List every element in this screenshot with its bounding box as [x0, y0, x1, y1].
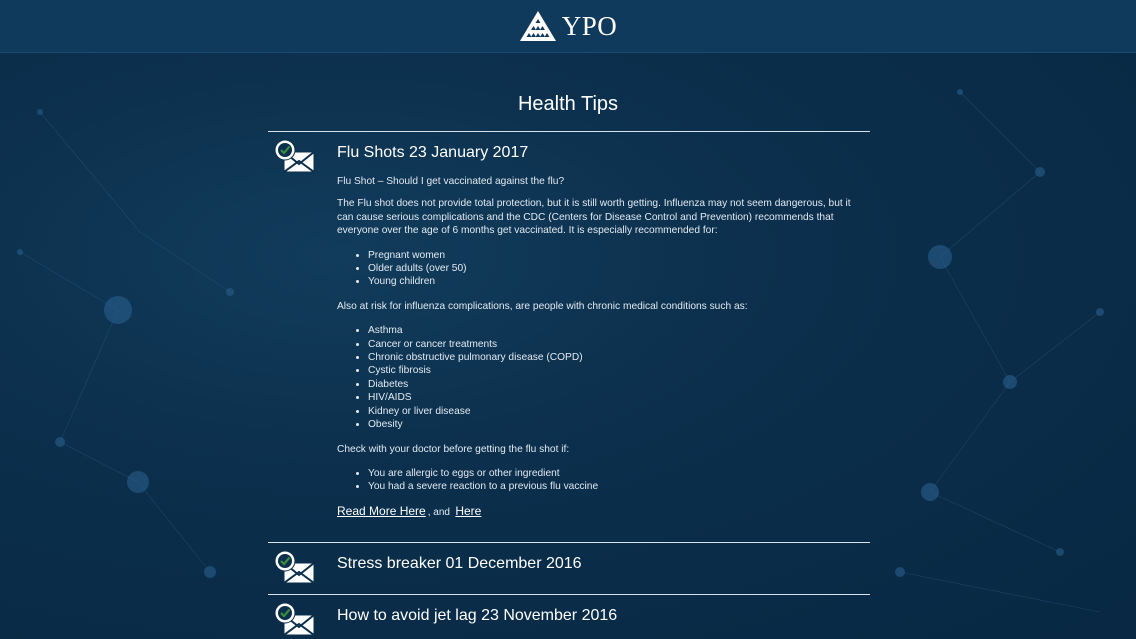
check-envelope-icon — [274, 602, 316, 638]
list-item: • You are allergic to eggs or other ingredient — [368, 467, 862, 480]
article-jet-lag — [268, 594, 870, 639]
article-body — [337, 175, 862, 519]
list-item: • HIV/AIDS — [368, 391, 862, 404]
read-more-links — [337, 505, 862, 519]
list-item: • Asthma — [368, 324, 862, 337]
article-paragraph: The Flu shot does not provide total protection, but it is still worth getting. Influenza may not seem dangerous, but it can cause serious complications and the CDC (Centers for Disease Control and Prevention) recommends that everyone over the age of 6 months get vaccinated. It is especially recommended for: — [337, 198, 851, 237]
list-item: • Obesity — [368, 418, 862, 431]
page-title: Health Tips — [517, 93, 619, 115]
conditions-list — [337, 324, 862, 431]
article-question: Flu Shot – Should I get vaccinated against the flu? — [337, 176, 565, 187]
read-more-link[interactable]: Read More Here — [337, 503, 426, 518]
article-title[interactable]: Flu Shots 23 January 2017 — [337, 144, 529, 161]
article-paragraph: Check with your doctor before getting the flu shot if: — [337, 443, 570, 455]
check-envelope-icon — [274, 139, 316, 175]
list-item: • Diabetes — [368, 378, 862, 391]
article-title[interactable]: Stress breaker 01 December 2016 — [337, 555, 582, 572]
article-paragraph: Also at risk for influenza complications, are people with chronic medical conditions such as: — [337, 300, 748, 312]
check-envelope-icon — [274, 550, 316, 586]
list-item: • You had a severe reaction to a previous flu vaccine — [368, 480, 862, 493]
list-item: • Pregnant women — [368, 249, 862, 262]
article-stress-breaker — [268, 542, 870, 595]
ypo-triangle-logo-icon — [519, 10, 557, 42]
list-item: • Young children — [368, 275, 862, 288]
article-title[interactable]: How to avoid jet lag 23 November 2016 — [337, 607, 618, 624]
list-item: • Cancer or cancer treatments — [368, 338, 862, 351]
list-item: • Cystic fibrosis — [368, 364, 862, 377]
ypo-logo[interactable] — [519, 10, 618, 42]
logo-text: YPO — [561, 10, 618, 41]
recommended-for-list — [337, 249, 862, 289]
here-link[interactable]: Here — [455, 503, 482, 518]
check-if-list — [337, 467, 862, 494]
list-item: • Older adults (over 50) — [368, 262, 862, 275]
link-separator: , and — [427, 506, 450, 518]
article-flu-shots — [268, 131, 870, 542]
list-item: • Chronic obstructive pulmonary disease (COPD) — [368, 351, 862, 364]
site-header — [0, 0, 1136, 53]
list-item: • Kidney or liver disease — [368, 405, 862, 418]
